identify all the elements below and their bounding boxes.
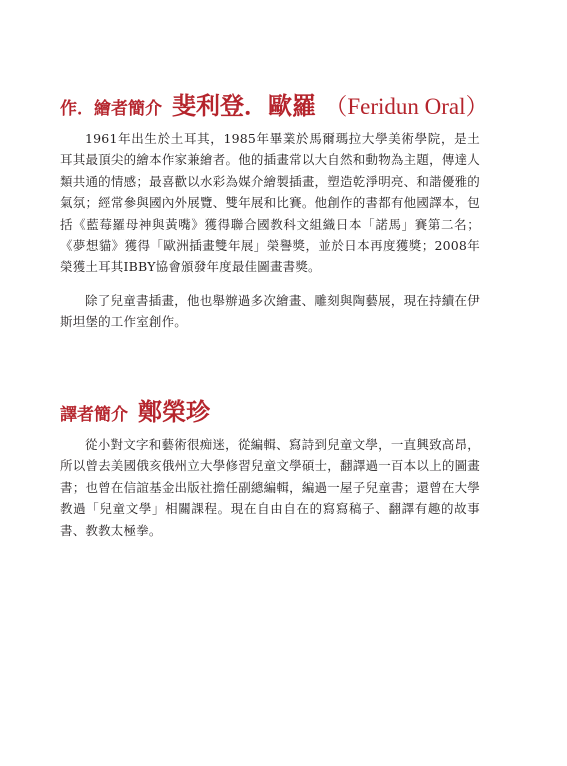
author-name-chinese: 斐利登．歐羅: [172, 91, 316, 120]
translator-bio-paragraph: 從小對文字和藝術很痴迷，從編輯、寫詩到兒童文學，一直興致高昂，所以曾去美國俄亥俄州立大學修習兒童文學碩士，翻譯過一百本以上的圖畫書；也曾在信誼基金出版社擔任副總編輯，編過一屋子兒童書；還曾在大學教過「兒童文學」相關課程。現在自由自在的寫寫稿子、翻譯有趣的故事書、教教太極拳。: [60, 437, 480, 538]
author-bio-paragraph: 除了兒童書插畫，他也舉辦過多次繪畫、雕刻與陶藝展，現在持續在伊斯坦堡的工作室創作。: [60, 293, 480, 330]
author-heading: [60, 86, 489, 121]
translator-name: 鄭榮珍: [138, 397, 210, 426]
author-name-latin: （Feridun Oral）: [324, 94, 489, 119]
translator-section-label: 譯者簡介: [60, 405, 128, 425]
author-bio-paragraph: 1961年出生於土耳其，1985年畢業於馬爾瑪拉大學美術學院，是土耳其最頂尖的繪本作家兼繪者。他的插畫常以大自然和動物為主題，傳達人類共通的情感；最喜歡以水彩為媒介繪製插畫，塑造乾淨明亮、和諧優雅的氣氛；經常參與國內外展覽、雙年展和比賽。他創作的書都有他國譯本，包括《藍莓羅母神與黃嘴》獲得聯合國教科文組織日本「諾馬」賽第二名；《夢想貓》獲得「歐洲插畫雙年展」榮譽獎，並於日本再度獲獎；2008年榮獲土耳其IBBY協會頒發年度最佳圖畫書獎。: [60, 131, 480, 275]
author-section-label: 作．繪者簡介: [60, 99, 162, 119]
translator-heading: [60, 392, 210, 427]
author-name: [172, 91, 489, 120]
